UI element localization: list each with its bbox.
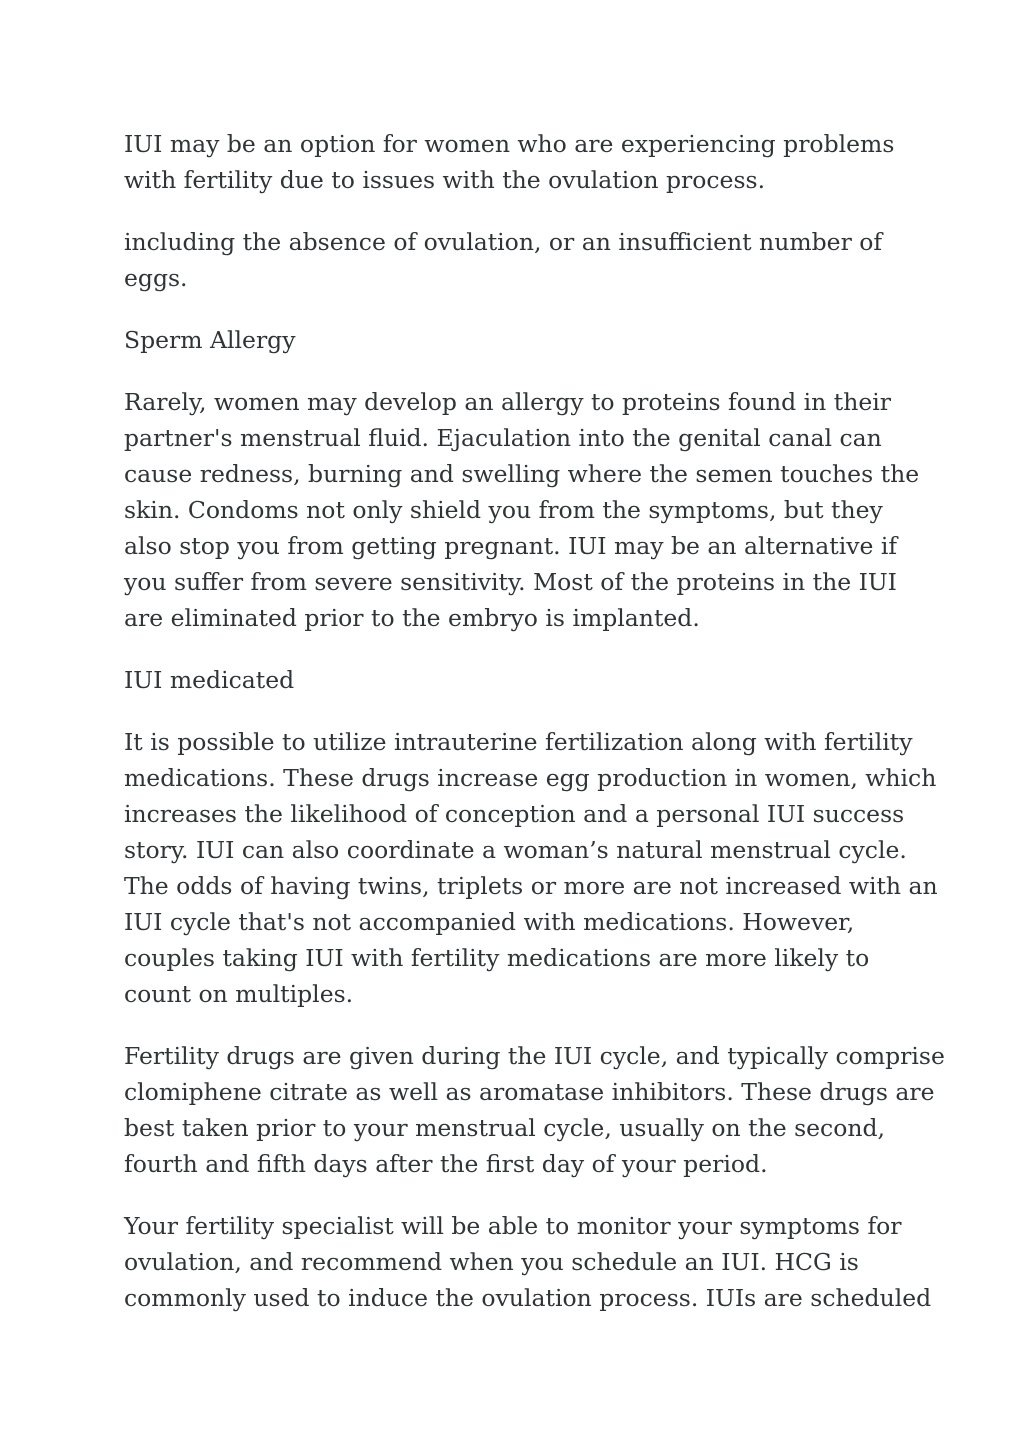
text-line: The odds of having twins, triplets or more are not increased with an bbox=[124, 872, 938, 900]
text-line: commonly used to induce the ovulation process. IUIs are scheduled bbox=[124, 1284, 932, 1312]
text-line: It is possible to utilize intrauterine fertilization along with fertility bbox=[124, 728, 913, 756]
section-heading-sperm-allergy bbox=[124, 322, 914, 358]
text-line: best taken prior to your menstrual cycle, usually on the second, bbox=[124, 1114, 886, 1142]
text-line: Fertility drugs are given during the IUI cycle, and typically comprise bbox=[124, 1042, 945, 1070]
text-line: also stop you from getting pregnant. IUI may be an alternative if bbox=[124, 532, 898, 560]
text-line: Rarely, women may develop an allergy to proteins found in their bbox=[124, 388, 891, 416]
document-body bbox=[124, 126, 945, 1342]
paragraph-iui-medications bbox=[124, 724, 938, 1012]
section-heading-iui-medicated bbox=[124, 662, 914, 698]
text-line: count on multiples. bbox=[124, 980, 354, 1008]
heading-line: Sperm Allergy bbox=[124, 326, 296, 354]
text-line: eggs. bbox=[124, 264, 188, 292]
text-line: including the absence of ovulation, or an insufficient number of bbox=[124, 228, 883, 256]
paragraph-sperm-allergy bbox=[124, 384, 920, 636]
text-line: story. IUI can also coordinate a woman’s natural menstrual cycle. bbox=[124, 836, 907, 864]
paragraph-fertility-drugs bbox=[124, 1038, 945, 1182]
text-line: are eliminated prior to the embryo is implanted. bbox=[124, 604, 700, 632]
text-line: couples taking IUI with fertility medications are more likely to bbox=[124, 944, 870, 972]
text-line: increases the likelihood of conception and a personal IUI success bbox=[124, 800, 905, 828]
text-line: cause redness, burning and swelling where the semen touches the bbox=[124, 460, 920, 488]
text-line: fourth and fifth days after the first day of your period. bbox=[124, 1150, 768, 1178]
text-line: Your fertility specialist will be able to monitor your symptoms for bbox=[124, 1212, 902, 1240]
text-line: skin. Condoms not only shield you from the symptoms, but they bbox=[124, 496, 883, 524]
text-line: medications. These drugs increase egg production in women, which bbox=[124, 764, 937, 792]
text-line: ovulation, and recommend when you schedule an IUI. HCG is bbox=[124, 1248, 859, 1276]
text-line: clomiphene citrate as well as aromatase inhibitors. These drugs are bbox=[124, 1078, 935, 1106]
text-line: with fertility due to issues with the ovulation process. bbox=[124, 166, 766, 194]
text-line: IUI cycle that's not accompanied with medications. However, bbox=[124, 908, 855, 936]
paragraph-fertility-specialist bbox=[124, 1208, 932, 1316]
paragraph-ovulation-causes bbox=[124, 224, 914, 296]
text-line: IUI may be an option for women who are experiencing problems bbox=[124, 130, 895, 158]
heading-line: IUI medicated bbox=[124, 666, 295, 694]
paragraph-ovulation-intro bbox=[124, 126, 914, 198]
text-line: partner's menstrual fluid. Ejaculation into the genital canal can bbox=[124, 424, 882, 452]
text-line: you suffer from severe sensitivity. Most of the proteins in the IUI bbox=[124, 568, 897, 596]
